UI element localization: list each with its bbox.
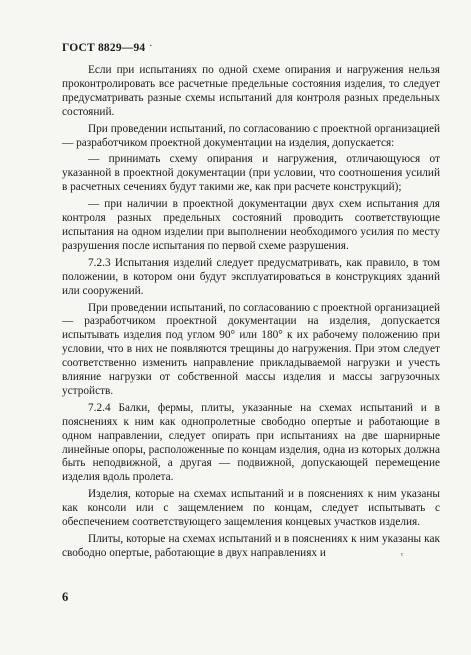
paragraph: — принимать схему опирания и нагружения, отличающуюся от указанной в проектной документации (при условии, что соотношения усилий в расчетных сечениях будут такими же, как при расчете конструкций);	[62, 153, 440, 194]
paragraph: 7.2.3 Испытания изделий следует предусматривать, как правило, в том положении, в котором они будут эксплуатироваться в конструкциях зданий или сооружений.	[62, 256, 440, 297]
document-header: ГОСТ 8829—94	[62, 42, 146, 54]
paragraph: Плиты, которые на схемах испытаний и в пояснениях к ним указаны как свободно опертые, работающие в двух направлениях и	[62, 533, 440, 559]
paragraph: При проведении испытаний, по согласованию с проектной организацией — разработчиком проектной документации на изделия, допускается:	[62, 122, 440, 149]
paragraph: При проведении испытаний, по согласованию с проектной организацией — разработчиком проектной документации на изделия, допускается испытывать изделия под углом 90° или 180° к их рабочему положению при условии, что в них не появляются трещины до нагружения. При этом следует соответственно изменить направление прикладываемой нагрузки и учесть влияние нагрузки от собственной массы изделия и массы загрузочных устройств.	[62, 301, 440, 397]
paragraph: 7.2.4 Балки, фермы, плиты, указанные на схемах испытаний и в пояснениях к ним как однопролетные свободно опертые и работающие в одном направлении, следует опирать при испытаниях на две шарнирные линейные опоры, расположенные по концам изделия, одна из которых должна быть неподвижной, а другая — подвижной, допускающей перемещение изделия вдоль пролета.	[62, 401, 440, 484]
paragraph: Если при испытаниях по одной схеме опирания и нагружения нельзя проконтролировать все расчетные предельные состояния изделия, то следует предусматривать разные схемы испытаний для контроля разных предельных состояний.	[62, 64, 440, 118]
paragraph: Изделия, которые на схемах испытаний и в пояснениях к ним указаны как консоли или с защемлением по концам, следует испытывать с обеспечением соответствующего защемления концевых участков изделия.	[62, 488, 440, 529]
paragraph: — при наличии в проектной документации двух схем испытания для контроля разных предельных состояний проводить соответствующие испытания на одном изделии при выполнении необходимого усилия по месту разрушения после испытания по первой схеме разрушения.	[62, 198, 440, 252]
header-dot: ·	[149, 40, 153, 52]
page-number: 6	[62, 590, 69, 604]
margin-mark: ᶜ	[401, 550, 404, 560]
document-body	[62, 64, 440, 564]
